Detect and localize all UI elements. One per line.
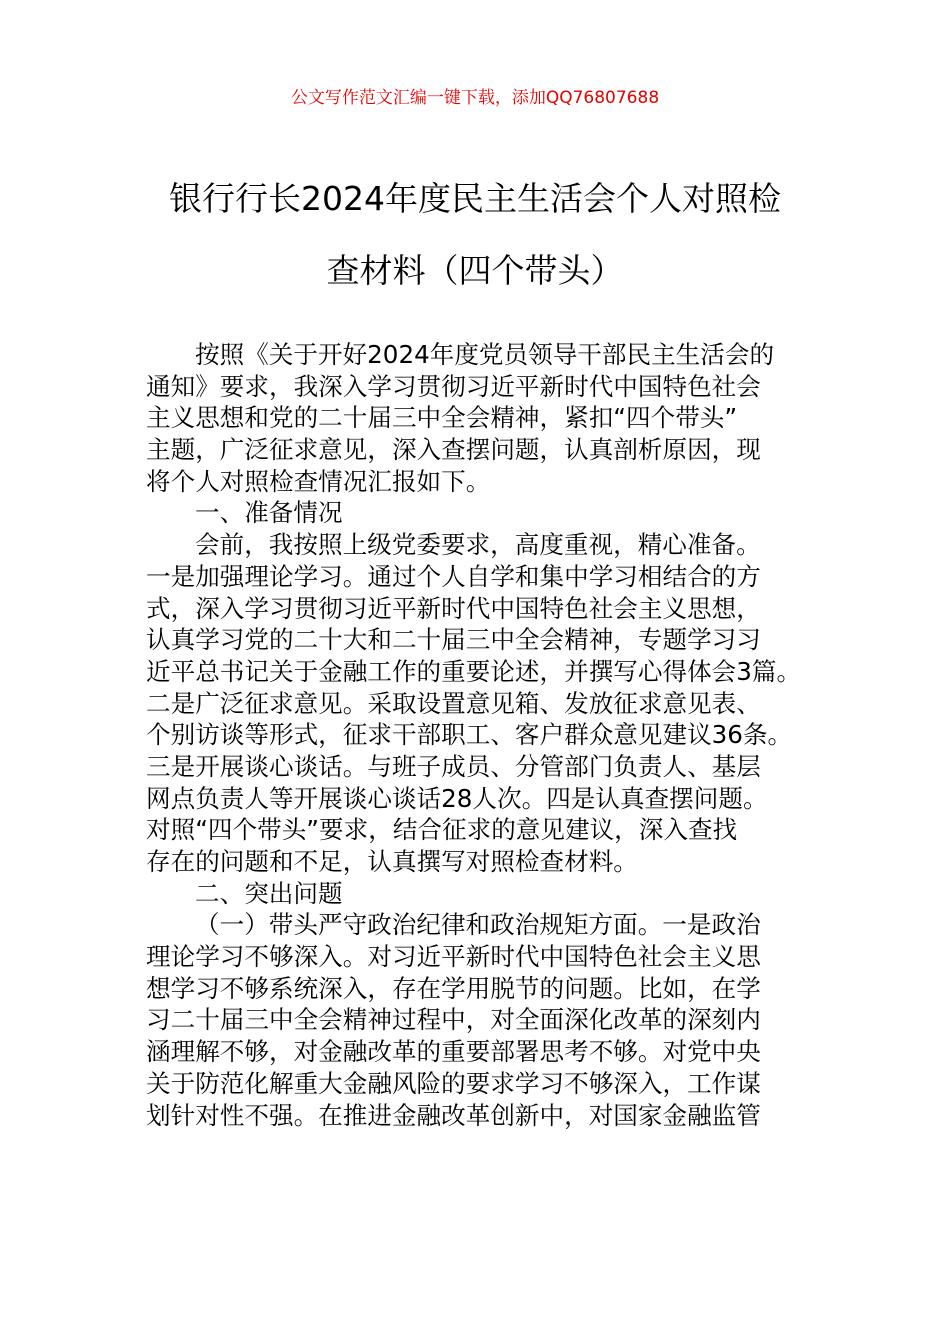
body-line: 主义思想和党的二十届三中全会精神，紧扣“四个带头”: [146, 403, 738, 433]
body-line: 通知》要求，我深入学习贯彻习近平新时代中国特色社会: [146, 371, 761, 401]
body-line: 存在的问题和不足，认真撰写对照检查材料。: [146, 847, 638, 876]
body-line: 理论学习不够深入。对习近平新时代中国特色社会主义思: [146, 942, 761, 972]
body-line: 划针对性不强。在推进金融改革创新中，对国家金融监管: [146, 1100, 761, 1130]
body-line: 式，深入学习贯彻习近平新时代中国特色社会主义思想，: [146, 593, 761, 623]
body-line: 涵理解不够，对金融改革的重要部署思考不够。对党中央: [146, 1037, 761, 1067]
document-title-line-2: 查材料（四个带头）: [326, 251, 624, 290]
body-line: 习二十届三中全会精神过程中，对全面深化改革的深刻内: [146, 1005, 761, 1035]
body-line: 按照《关于开好2024年度党员领导干部民主生活会的: [195, 340, 775, 369]
body-line: 想学习不够系统深入，存在学用脱节的问题。比如，在学: [146, 973, 761, 1003]
body-line: 个别访谈等形式，征求干部职工、客户群众意见建议36条。: [146, 720, 793, 750]
body-line: 近平总书记关于金融工作的重要论述，并撰写心得体会3篇。: [146, 656, 802, 686]
body-line: （一）带头严守政治纪律和政治规矩方面。一是政治: [195, 910, 761, 940]
section-heading: 二、突出问题: [195, 878, 343, 908]
body-line: 主题，广泛征求意见，深入查摆问题，认真剖析原因，现: [146, 435, 761, 465]
body-line: 认真学习党的二十大和二十届三中全会精神，专题学习习: [146, 625, 761, 655]
body-line: 一是加强理论学习。通过个人自学和集中学习相结合的方: [146, 561, 761, 591]
document-body: [146, 339, 816, 1131]
download-promo-link[interactable]: 公文写作范文汇编一键下载，添加QQ76807688: [290, 88, 660, 108]
body-line: 网点负责人等开展谈心谈话28人次。四是认真查摆问题。: [146, 783, 768, 813]
body-line: 二是广泛征求意见。采取设置意见箱、发放征求意见表、: [146, 688, 761, 718]
body-line: 三是开展谈心谈话。与班子成员、分管部门负责人、基层: [146, 751, 761, 781]
body-line: 对照“四个带头”要求，结合征求的意见建议，深入查找: [146, 815, 738, 845]
document-title-line-1: 银行行长2024年度民主生活会个人对照检: [169, 179, 781, 218]
section-heading: 一、准备情况: [195, 498, 343, 528]
body-line: 将个人对照检查情况汇报如下。: [146, 466, 491, 496]
body-line: 关于防范化解重大金融风险的要求学习不够深入，工作谋: [146, 1068, 761, 1098]
body-line: 会前，我按照上级党委要求，高度重视，精心准备。: [195, 530, 761, 560]
